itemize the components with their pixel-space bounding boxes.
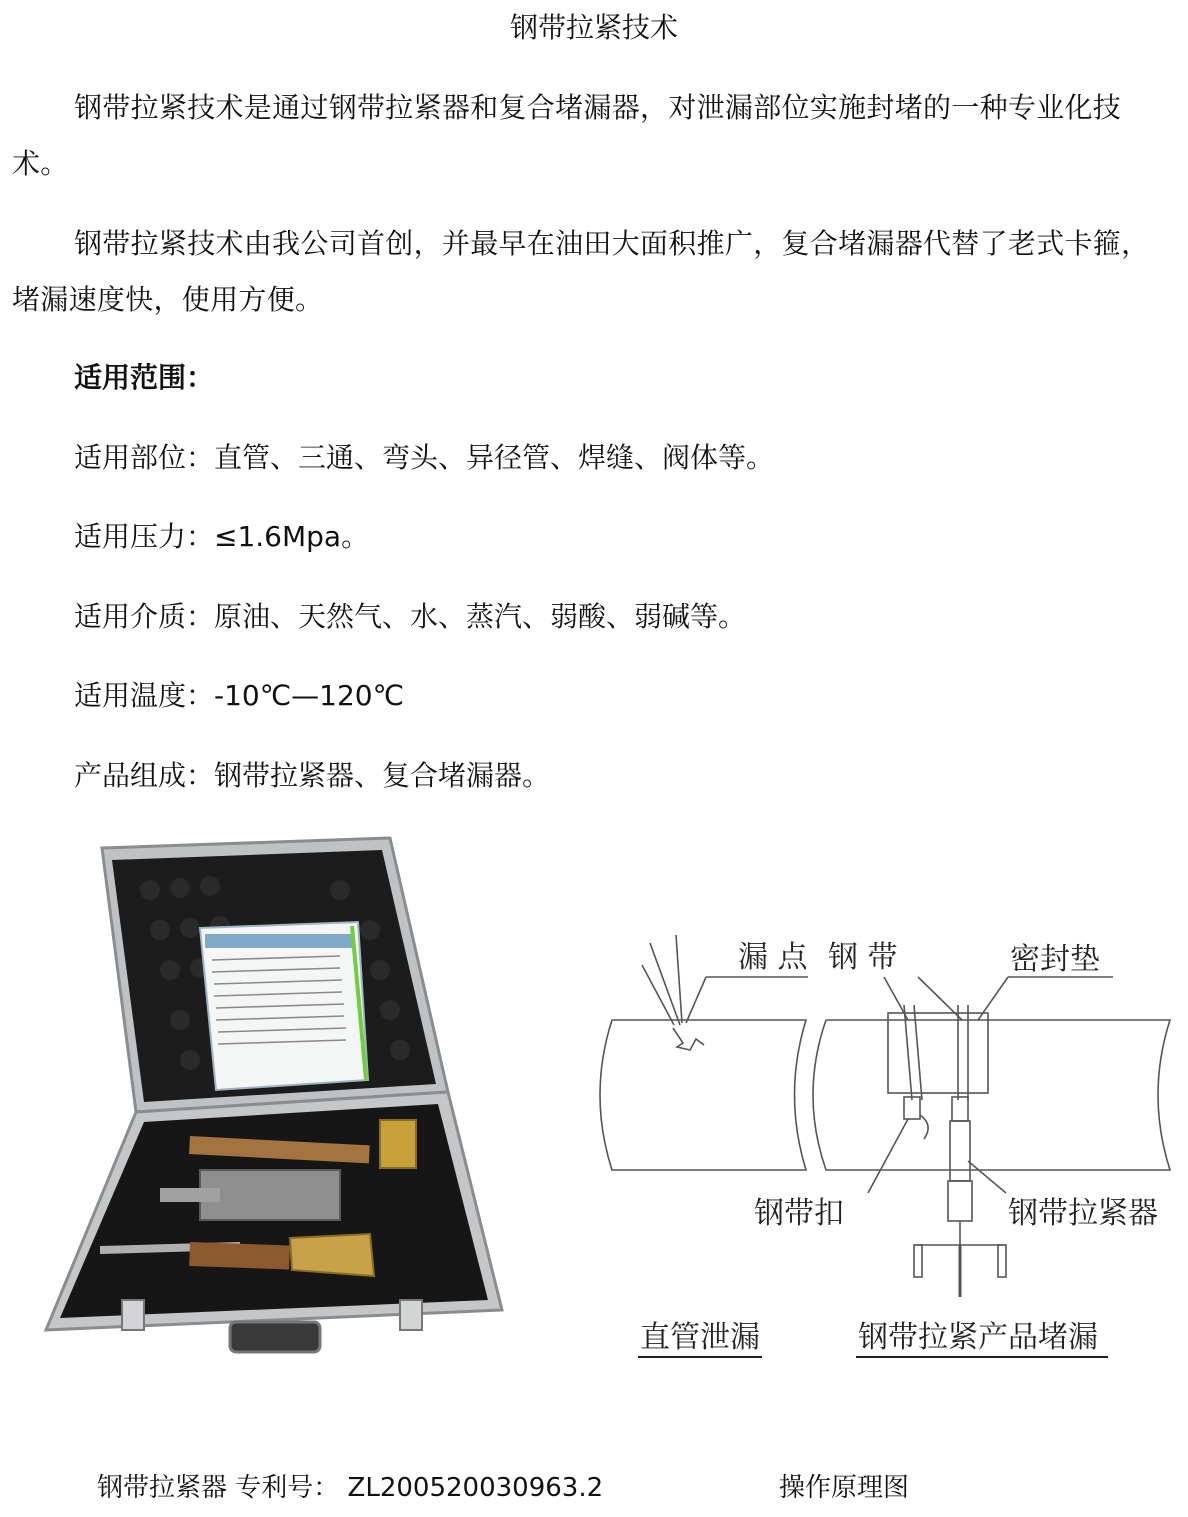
document-title: 钢带拉紧技术	[509, 11, 678, 44]
label-leak-point: 漏 点	[738, 940, 808, 975]
scope-item-temperature: 适用温度：-10℃—120℃	[74, 679, 405, 712]
label-product-sealing: 钢带拉紧产品堵漏	[858, 1320, 1098, 1355]
scope-heading: 适用范围：	[74, 361, 215, 394]
scope-item-pressure: 适用压力：≤1.6Mpa。	[74, 520, 370, 553]
label-tensioner: 钢带拉紧器	[1008, 1196, 1158, 1231]
history-paragraph: 钢带拉紧技术由我公司首创，并最早在油田大面积推广，复合堵漏器代替了老式卡箍，堵漏速度快，使用方便。	[12, 227, 1150, 316]
label-straight-pipe-leak: 直管泄漏	[640, 1320, 760, 1355]
patent-caption: 钢带拉紧器 专利号： ZL200520030963.2	[97, 1473, 604, 1503]
intro-paragraph: 钢带拉紧技术是通过钢带拉紧器和复合堵漏器，对泄漏部位实施封堵的一种专业化技术。	[12, 91, 1122, 180]
scope-item-parts: 适用部位：直管、三通、弯头、异径管、焊缝、阀体等。	[74, 441, 775, 474]
scope-item-medium: 适用介质：原油、天然气、水、蒸汽、弱酸、弱碱等。	[74, 600, 747, 633]
label-seal-pad: 密封垫	[1010, 942, 1100, 977]
diagram-caption: 操作原理图	[779, 1473, 910, 1503]
label-band-buckle: 钢带扣	[754, 1196, 844, 1231]
label-steel-band: 钢 带	[828, 940, 898, 975]
scope-item-composition: 产品组成：钢带拉紧器、复合堵漏器。	[74, 759, 551, 792]
tool-case-photo	[40, 830, 510, 1370]
operation-principle-diagram	[578, 925, 1182, 1375]
